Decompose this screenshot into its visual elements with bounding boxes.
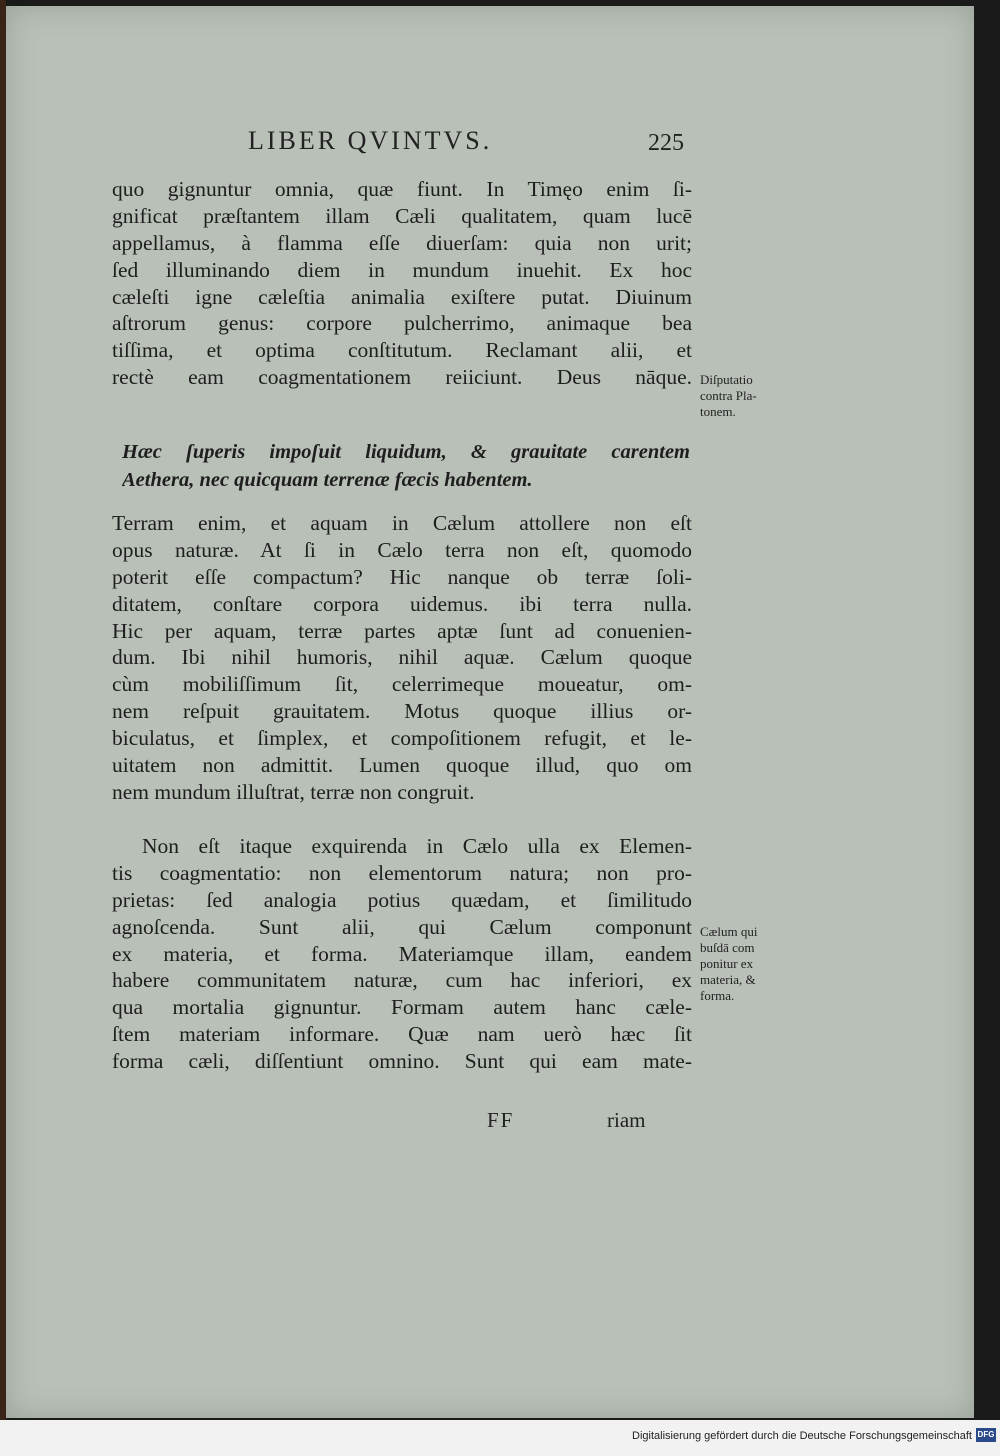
text-line: tiſſima, et optima conſtitutum. Reclamant alii, et bbox=[112, 338, 692, 363]
text-line: appellamus, à flamma eſſe diuerſam: quia non urit; bbox=[112, 230, 692, 255]
text-line: opus naturæ. At ſi in Cælo terra non eſt, quomodo bbox=[112, 537, 692, 562]
text-line: forma cæli, diſſentiunt omnino. Sunt qui eam mate- bbox=[112, 1049, 692, 1074]
text-line: cùm mobiliſſimum ſit, celerrimeque moueatur, om- bbox=[112, 672, 692, 697]
text-line: tis coagmentatio: non elementorum natura; non pro- bbox=[112, 860, 692, 885]
text-line: Terram enim, et aquam in Cælum attollere non eſt bbox=[112, 511, 692, 535]
verse-line: Hæc ſuperis impoſuit liquidum, & grauitate carentem bbox=[122, 441, 690, 463]
margin-note-line: ponitur ex bbox=[700, 956, 754, 971]
text-line: qua mortalia gignuntur. Formam autem hanc cæle- bbox=[112, 995, 692, 1020]
text-line: ditatem, conſtare corpora uidemus. ibi terra nulla. bbox=[112, 591, 692, 616]
text-line: rectè eam coagmentationem reiiciunt. Deus nāque. bbox=[112, 365, 692, 390]
margin-note-line: tonem. bbox=[700, 404, 736, 419]
digitization-credit: Digitalisierung gefördert durch die Deutsche Forschungsgemeinschaft bbox=[632, 1430, 972, 1442]
text-line: uitatem non admittit. Lumen quoque illud, quo om bbox=[112, 753, 692, 778]
text-line: habere communitatem naturæ, cum hac inferiori, ex bbox=[112, 968, 692, 993]
margin-note-caelum bbox=[700, 924, 800, 1004]
text-line: ex materia, et forma. Materiamque illam, eandem bbox=[112, 941, 692, 966]
text-line: nem reſpuit grauitatem. Motus quoque illius or- bbox=[112, 699, 692, 724]
text-line: Hic per aquam, terræ partes aptæ ſunt ad conuenien- bbox=[112, 618, 692, 643]
margin-note-line: Cælum qui bbox=[700, 924, 758, 939]
text-line: agnoſcenda. Sunt alii, qui Cælum componunt bbox=[112, 914, 692, 939]
margin-note-line: contra Pla- bbox=[700, 388, 757, 403]
text-line: quo gignuntur omnia, quæ fiunt. In Timęo enim ſi- bbox=[112, 177, 692, 201]
verse-quote bbox=[122, 438, 690, 494]
paragraph-2 bbox=[112, 510, 692, 806]
text-line: ſtem materiam informare. Quæ nam uerò hæc ſit bbox=[112, 1022, 692, 1047]
running-title: LIBER QVINTVS. bbox=[248, 126, 493, 155]
dfg-logo-icon: DFG bbox=[976, 1428, 996, 1442]
text-line: aſtrorum genus: corpore pulcherrimo, animaque bea bbox=[112, 311, 692, 336]
page-number: 225 bbox=[648, 130, 684, 156]
text-line: poterit eſſe compactum? Hic nanque ob terræ ſoli- bbox=[112, 564, 692, 589]
text-line: nem mundum illuſtrat, terræ non congruit. bbox=[112, 779, 475, 804]
margin-note-disputatio bbox=[700, 372, 800, 420]
text-line: cæleſti igne cæleſtia animalia exiſtere putat. Diuinum bbox=[112, 284, 692, 309]
text-line: Non eſt itaque exquirenda in Cælo ulla ex Elemen- bbox=[142, 834, 692, 858]
margin-note-line: materia, & bbox=[700, 972, 756, 987]
paragraph-3 bbox=[112, 833, 692, 1075]
text-line: biculatus, et ſimplex, et compoſitionem refugit, et le- bbox=[112, 726, 692, 751]
verse-line: Aethera, nec quicquam terrenæ fæcis habentem. bbox=[122, 469, 533, 491]
margin-note-line: buſdā com bbox=[700, 940, 755, 955]
text-line: ſed illuminando diem in mundum inuehit. Ex hoc bbox=[112, 257, 692, 282]
text-line: dum. Ibi nihil humoris, nihil aquæ. Cælum quoque bbox=[112, 645, 692, 670]
signature-mark: FF bbox=[487, 1108, 515, 1132]
catchword: riam bbox=[607, 1108, 646, 1132]
paragraph-1 bbox=[112, 176, 692, 391]
text-line: prietas: ſed analogia potius quædam, et ſimilitudo bbox=[112, 887, 692, 912]
margin-note-line: Diſputatio bbox=[700, 372, 753, 387]
margin-note-line: forma. bbox=[700, 988, 735, 1003]
text-line: gnificat præſtantem illam Cæli qualitatem, quam lucē bbox=[112, 203, 692, 228]
